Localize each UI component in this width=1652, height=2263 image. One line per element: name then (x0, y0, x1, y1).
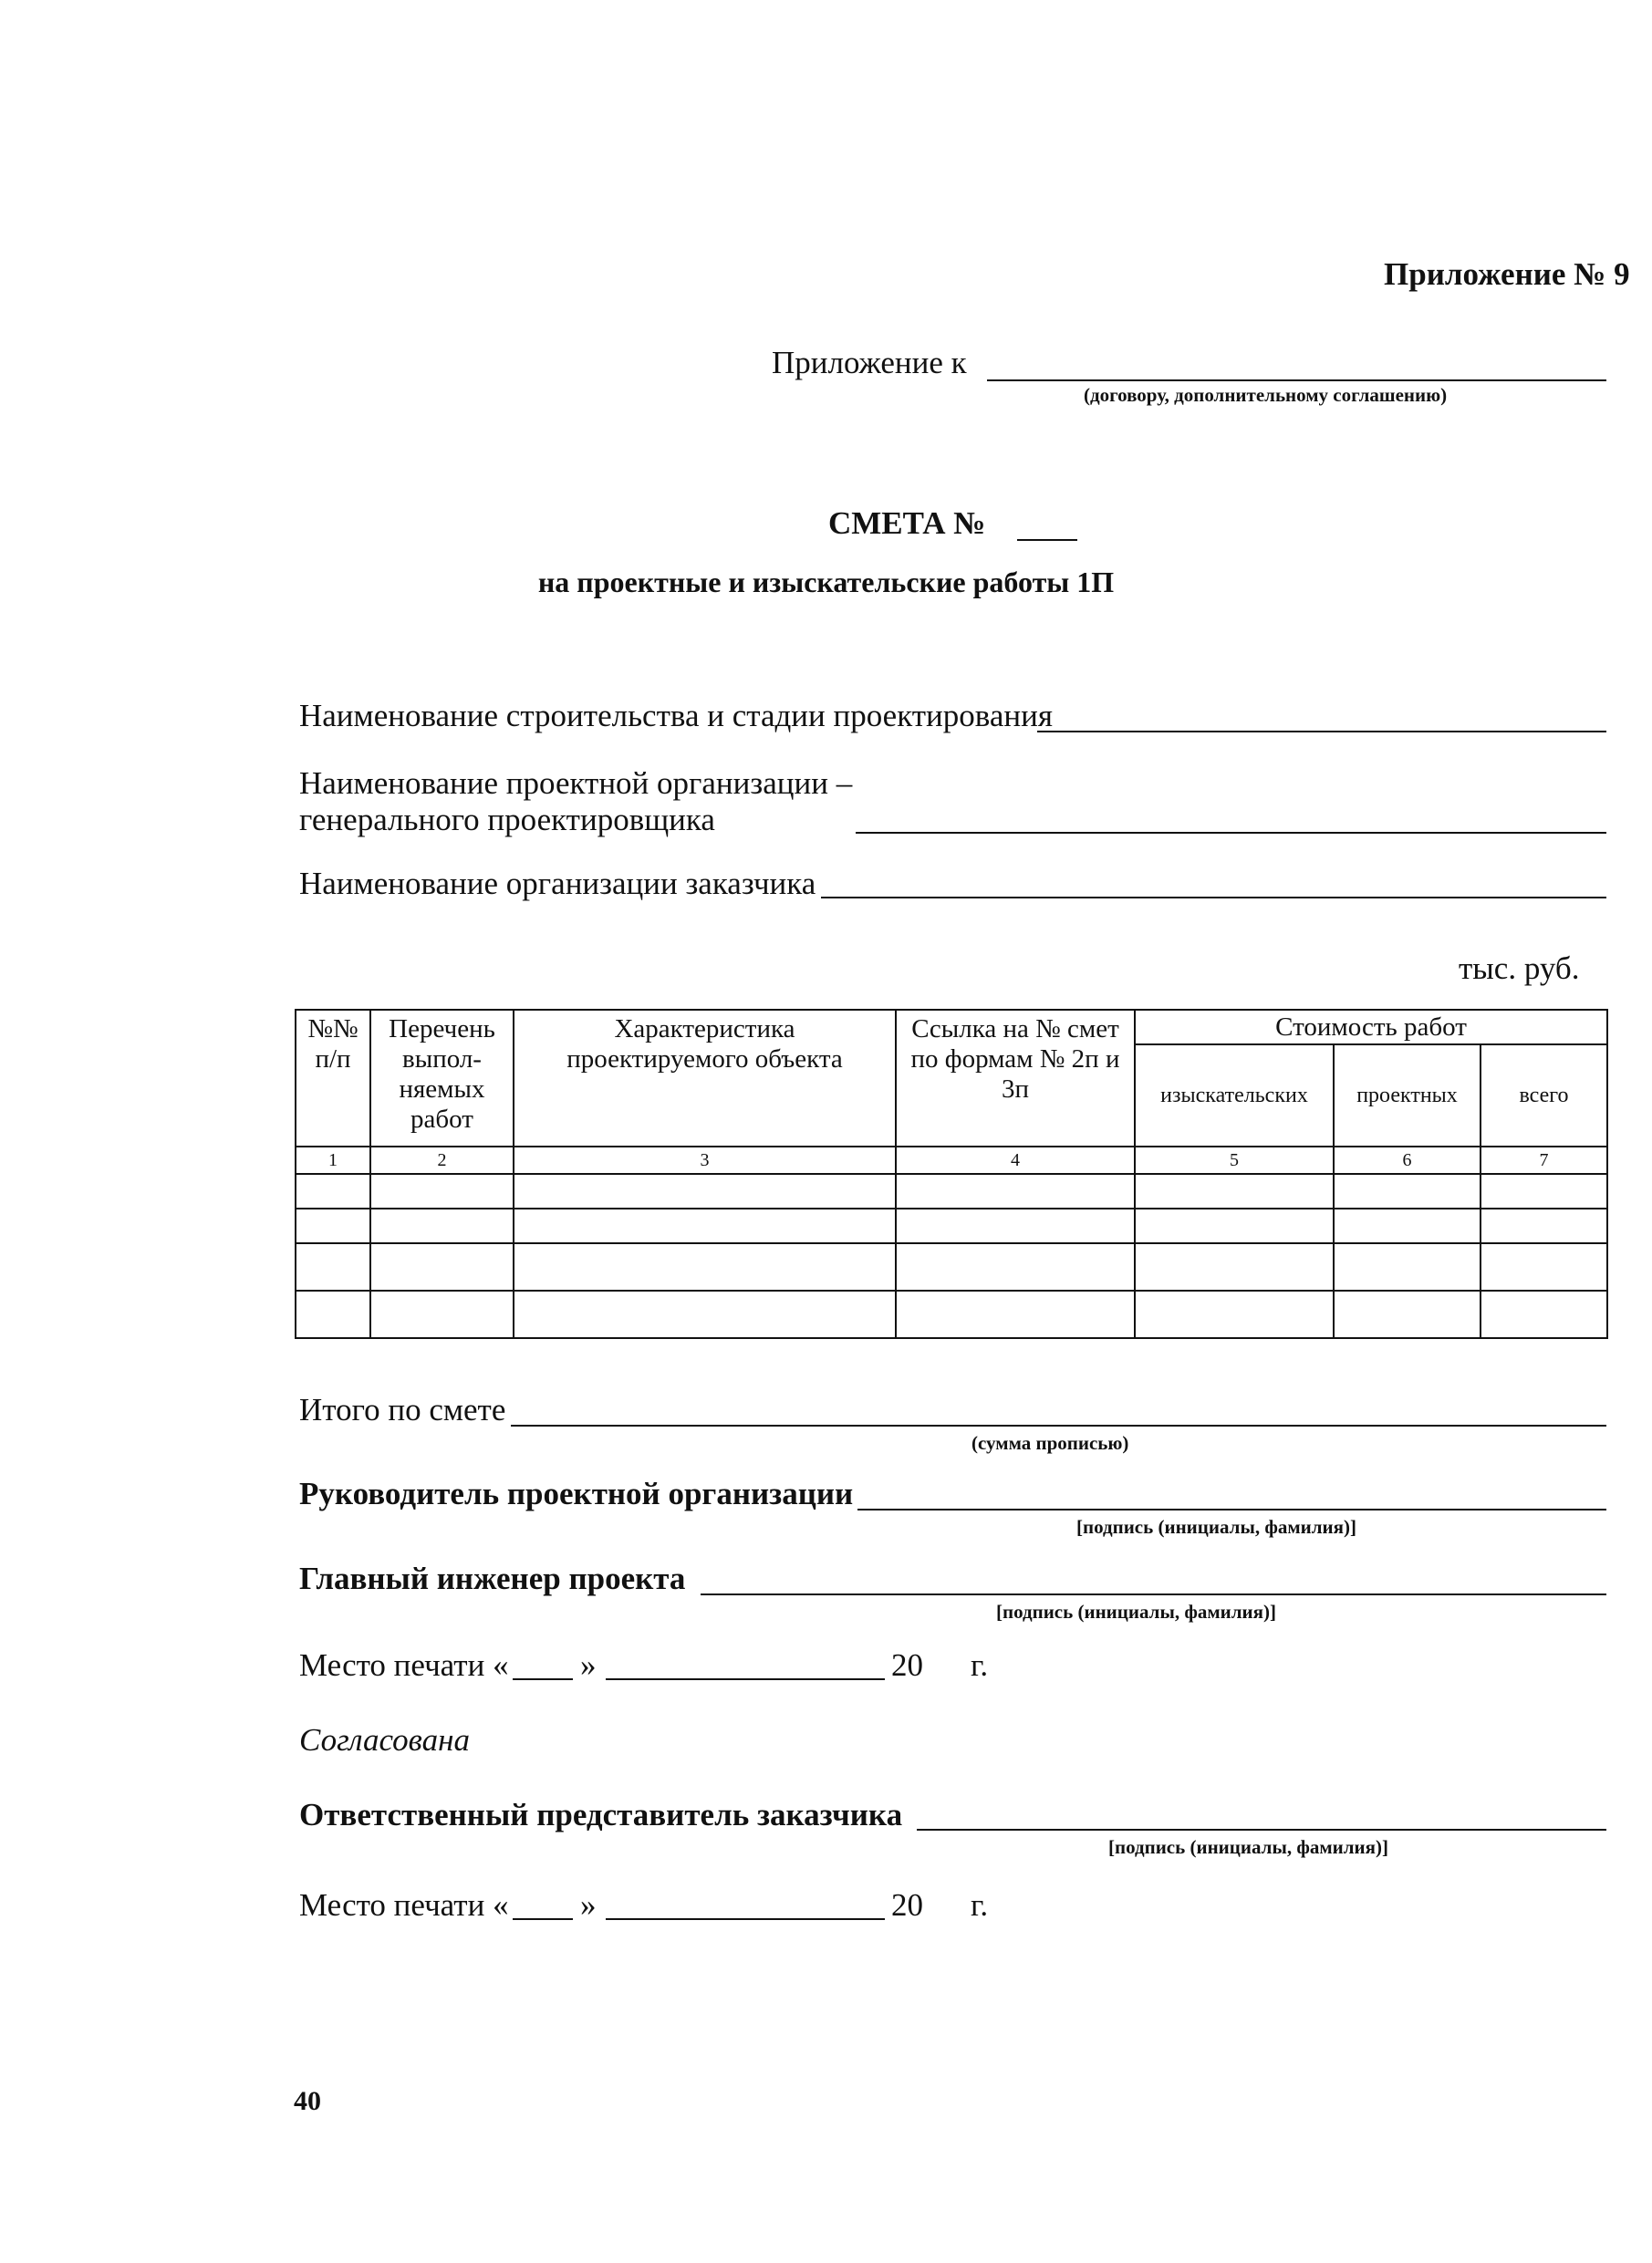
column-number: 2 (370, 1147, 514, 1174)
customer-org-field[interactable] (821, 897, 1606, 898)
estimate-table (295, 1009, 1608, 1339)
table-row (296, 1243, 1607, 1291)
seal-label: Место печати « (299, 1647, 509, 1683)
table-header-row (296, 1010, 1607, 1044)
appendix-to-field[interactable] (987, 379, 1606, 381)
table-cell[interactable] (1481, 1174, 1607, 1209)
engineer-signature-caption: [подпись (инициалы, фамилия)] (996, 1601, 1277, 1623)
head-signature-field[interactable] (857, 1509, 1606, 1510)
table-cell[interactable] (370, 1174, 514, 1209)
construction-name-field[interactable] (1037, 731, 1606, 732)
table-cell[interactable] (896, 1174, 1135, 1209)
table-cell[interactable] (1481, 1291, 1607, 1338)
header-object: Характеристика проектируемого объекта (514, 1010, 896, 1147)
seal-month-field[interactable] (606, 1918, 885, 1920)
table-cell[interactable] (296, 1209, 370, 1243)
table-cell[interactable] (1135, 1291, 1334, 1338)
table-cell[interactable] (1481, 1209, 1607, 1243)
table-row (296, 1209, 1607, 1243)
smeta-title: СМЕТА № (828, 505, 986, 541)
smeta-subtitle: на проектные и изыскательские работы 1П (537, 566, 1115, 598)
seal-day-field[interactable] (513, 1678, 573, 1680)
design-org-label-line2: генерального проектировщика (299, 802, 715, 837)
table-cell[interactable] (896, 1291, 1135, 1338)
header-cost-group: Стоимость работ (1135, 1010, 1607, 1044)
table-cell[interactable] (514, 1291, 896, 1338)
table-cell[interactable] (1135, 1243, 1334, 1291)
header-total: всего (1481, 1044, 1607, 1147)
table-cell[interactable] (1334, 1209, 1481, 1243)
design-org-label-line1: Наименование проектной организации – (299, 765, 853, 801)
table-cell[interactable] (1135, 1174, 1334, 1209)
column-number: 6 (1334, 1147, 1481, 1174)
seal-month-field[interactable] (606, 1678, 885, 1680)
seal-label: Место печати « (299, 1887, 509, 1923)
header-survey: изыскательских (1135, 1044, 1334, 1147)
appendix-number: Приложение № 9 (1384, 256, 1630, 292)
column-number: 1 (296, 1147, 370, 1174)
customer-signature-caption: [подпись (инициалы, фамилия)] (1108, 1836, 1389, 1858)
table-cell[interactable] (896, 1209, 1135, 1243)
table-row (296, 1174, 1607, 1209)
header-ref: Ссылка на № смет по формам № 2п и 3п (896, 1010, 1135, 1147)
header-design: проектных (1334, 1044, 1481, 1147)
head-signature-caption: [подпись (инициалы, фамилия)] (1076, 1516, 1357, 1538)
page-number: 40 (294, 2086, 321, 2116)
table-cell[interactable] (370, 1291, 514, 1338)
table-cell[interactable] (514, 1209, 896, 1243)
engineer-signature-field[interactable] (701, 1593, 1606, 1595)
customer-signature-field[interactable] (917, 1829, 1606, 1831)
seal-quote-close: » (580, 1647, 597, 1683)
table-cell[interactable] (370, 1243, 514, 1291)
table-cell[interactable] (514, 1174, 896, 1209)
seal-year-suffix: г. (971, 1887, 989, 1923)
table-cell[interactable] (1135, 1209, 1334, 1243)
smeta-number-field[interactable] (1017, 539, 1077, 541)
customer-org-label: Наименование организации заказчика (299, 866, 816, 901)
table-cell[interactable] (514, 1243, 896, 1291)
header-num: №№ п/п (296, 1010, 370, 1147)
table-cell[interactable] (1334, 1243, 1481, 1291)
column-number: 4 (896, 1147, 1135, 1174)
appendix-to-caption: (договору, дополнительному соглашению) (1084, 384, 1448, 406)
design-org-field[interactable] (856, 832, 1606, 834)
column-number: 7 (1481, 1147, 1607, 1174)
agreed-label: Согласована (299, 1722, 470, 1758)
table-row (296, 1291, 1607, 1338)
seal-year-suffix: г. (971, 1647, 989, 1683)
table-cell[interactable] (1334, 1174, 1481, 1209)
seal-year-prefix: 20 (891, 1647, 923, 1683)
appendix-to-label: Приложение к (772, 345, 967, 380)
table-column-numbers-row (296, 1147, 1607, 1174)
table-cell[interactable] (296, 1291, 370, 1338)
construction-name-label: Наименование строительства и стадии проектирования (299, 698, 1053, 733)
table-cell[interactable] (1334, 1291, 1481, 1338)
column-number: 3 (514, 1147, 896, 1174)
units-label: тыс. руб. (1459, 950, 1580, 986)
seal-quote-close: » (580, 1887, 597, 1923)
table-cell[interactable] (896, 1243, 1135, 1291)
seal-day-field[interactable] (513, 1918, 573, 1920)
engineer-signature-label: Главный инженер проекта (299, 1561, 686, 1596)
table-cell[interactable] (296, 1174, 370, 1209)
table-cell[interactable] (370, 1209, 514, 1243)
totals-label: Итого по смете (299, 1392, 506, 1427)
head-signature-label: Руководитель проектной организации (299, 1476, 854, 1511)
customer-signature-label: Ответственный представитель заказчика (299, 1797, 903, 1832)
totals-caption: (сумма прописью) (971, 1432, 1129, 1454)
table-cell[interactable] (296, 1243, 370, 1291)
totals-field[interactable] (511, 1425, 1606, 1427)
header-works: Перечень выпол- няемых работ (370, 1010, 514, 1147)
table-cell[interactable] (1481, 1243, 1607, 1291)
seal-year-prefix: 20 (891, 1887, 923, 1923)
column-number: 5 (1135, 1147, 1334, 1174)
